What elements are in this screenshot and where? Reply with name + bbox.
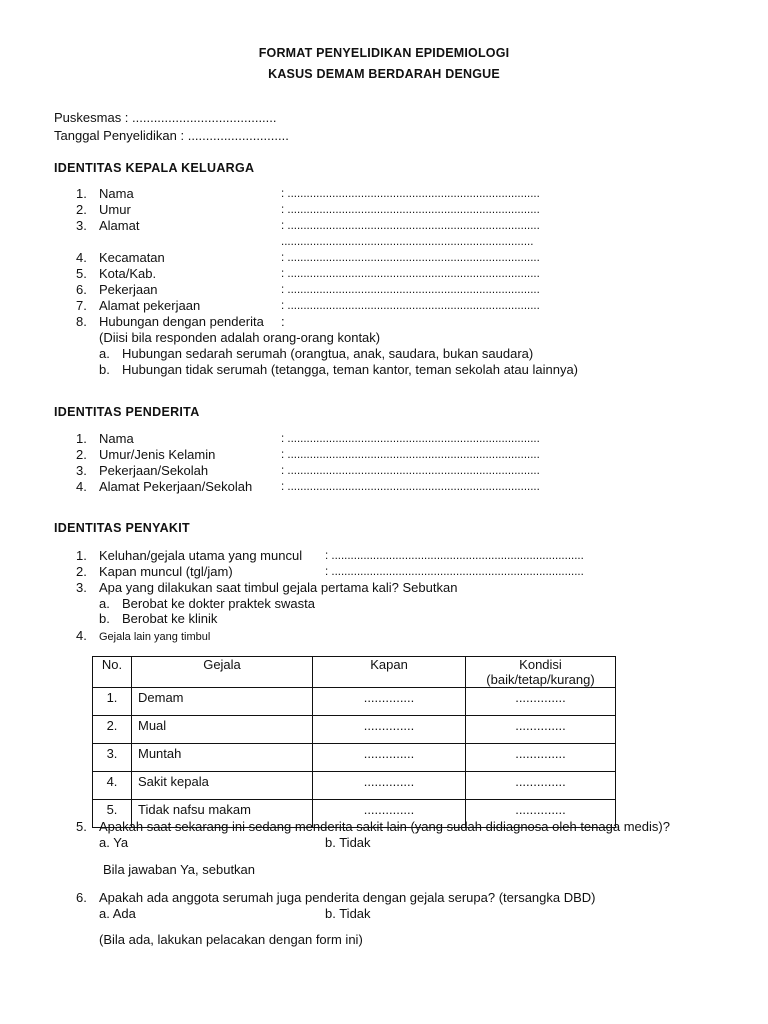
cell-kapan: .............. — [313, 800, 466, 828]
item-label: Umur — [99, 202, 131, 217]
option-letter: b. — [99, 362, 110, 377]
cell-kondisi: .............. — [466, 800, 616, 828]
item-label: Alamat pekerjaan — [99, 298, 201, 313]
cell-kondisi: .............. — [466, 716, 616, 744]
question-kapan-muncul: Kapan muncul (tgl/jam) — [99, 564, 233, 579]
question-tindakan: Apa yang dilakukan saat timbul gejala pertama kali? Sebutkan — [99, 580, 458, 595]
item-label: Nama — [99, 431, 134, 446]
item-number: 3. — [76, 580, 87, 595]
cell-kapan: .............. — [313, 772, 466, 800]
q6-note: (Bila ada, lakukan pelacakan dengan form ini) — [99, 932, 363, 947]
item-value: : ............................................................................... — [281, 188, 540, 200]
option-b: Berobat ke klinik — [122, 611, 218, 626]
section-heading-kepala: IDENTITAS KEPALA KELUARGA — [54, 161, 255, 175]
item-label: Alamat Pekerjaan/Sekolah — [99, 479, 253, 494]
item-value: : ............................................................................... — [325, 566, 584, 578]
item-label: Umur/Jenis Kelamin — [99, 447, 216, 462]
item-value: : ............................................................................... — [325, 550, 584, 562]
cell-kondisi: .............. — [466, 688, 616, 716]
item-value: : ............................................................................... — [281, 252, 540, 264]
option-b: Hubungan tidak serumah (tetangga, teman kantor, teman sekolah atau lainnya) — [122, 362, 579, 377]
cell-no: 2. — [93, 716, 132, 744]
option-letter: a. — [99, 346, 110, 361]
cell-gejala: Tidak nafsu makam — [132, 800, 313, 828]
item-label: Kota/Kab. — [99, 266, 157, 281]
form-title-line1: FORMAT PENYELIDIKAN EPIDEMIOLOGI — [258, 46, 510, 60]
question-anggota-serumah: Apakah ada anggota serumah juga penderita dengan gejala serupa? (tersangka DBD) — [99, 890, 596, 905]
cell-gejala: Sakit kepala — [132, 772, 313, 800]
item-value: : ............................................................................... — [281, 284, 540, 296]
table-row — [93, 772, 616, 800]
item-number: 3. — [76, 218, 87, 233]
item-label: Alamat — [99, 218, 140, 233]
item-number: 5. — [76, 819, 87, 834]
option-a: Berobat ke dokter praktek swasta — [122, 596, 315, 611]
item-number: 1. — [76, 186, 87, 201]
table-row — [93, 688, 616, 716]
option-tidak: b. Tidak — [325, 906, 371, 921]
item-value-continuation: ............................................................................... — [281, 236, 534, 248]
item-number: 1. — [76, 431, 87, 446]
item-number: 4. — [76, 250, 87, 265]
option-letter: b. — [99, 611, 110, 626]
item-value: : ............................................................................... — [281, 220, 540, 232]
item-number: 2. — [76, 202, 87, 217]
option-tidak: b. Tidak — [325, 835, 371, 850]
item-number: 4. — [76, 628, 87, 643]
item-number: 2. — [76, 564, 87, 579]
cell-gejala: Demam — [132, 688, 313, 716]
item-label: Kecamatan — [99, 250, 165, 265]
item-number: 7. — [76, 298, 87, 313]
kepala-note: (Diisi bila responden adalah orang-orang kontak) — [99, 330, 381, 345]
item-label: Nama — [99, 186, 134, 201]
question-gejala-lain: Gejala lain yang timbul — [99, 631, 211, 643]
column-header: No. — [93, 657, 132, 688]
item-number: 5. — [76, 266, 87, 281]
item-number: 1. — [76, 548, 87, 563]
cell-gejala: Mual — [132, 716, 313, 744]
option-a: Hubungan sedarah serumah (orangtua, anak, saudara, bukan saudara) — [122, 346, 534, 361]
item-number: 6. — [76, 282, 87, 297]
cell-no: 4. — [93, 772, 132, 800]
cell-gejala: Muntah — [132, 744, 313, 772]
gejala-table — [92, 656, 616, 828]
table-row — [93, 744, 616, 772]
item-value: : ............................................................................... — [281, 481, 540, 493]
form-title-line2: KASUS DEMAM BERDARAH DENGUE — [268, 67, 500, 81]
column-header: Kondisi (baik/tetap/kurang) — [466, 657, 616, 688]
item-value: : — [281, 314, 285, 329]
item-label: Hubungan dengan penderita — [99, 314, 264, 329]
section-heading-penyakit: IDENTITAS PENYAKIT — [54, 521, 190, 535]
cell-kapan: .............. — [313, 688, 466, 716]
column-header: Gejala — [132, 657, 313, 688]
item-value: : ............................................................................... — [281, 268, 540, 280]
item-label: Pekerjaan — [99, 282, 158, 297]
cell-no: 1. — [93, 688, 132, 716]
section-heading-penderita: IDENTITAS PENDERITA — [54, 405, 200, 419]
question-sakit-lain: Apakah saat sekarang ini sedang menderita sakit lain (yang sudah didiagnosa oleh tenaga medis)? — [99, 819, 670, 834]
cell-kapan: .............. — [313, 744, 466, 772]
cell-kondisi: .............. — [466, 772, 616, 800]
cell-no: 3. — [93, 744, 132, 772]
item-value: : ............................................................................... — [281, 204, 540, 216]
tanggal-field: Tanggal Penyelidikan : ............................ — [54, 128, 289, 143]
option-letter: a. — [99, 596, 110, 611]
option-ada: a. Ada — [99, 906, 136, 921]
item-number: 6. — [76, 890, 87, 905]
item-number: 3. — [76, 463, 87, 478]
column-header: Kapan — [313, 657, 466, 688]
item-value: : ............................................................................... — [281, 433, 540, 445]
item-value: : ............................................................................... — [281, 300, 540, 312]
option-ya: a. Ya — [99, 835, 129, 850]
item-number: 2. — [76, 447, 87, 462]
cell-kapan: .............. — [313, 716, 466, 744]
item-value: : ............................................................................... — [281, 449, 540, 461]
table-row — [93, 716, 616, 744]
item-number: 4. — [76, 479, 87, 494]
item-label: Pekerjaan/Sekolah — [99, 463, 209, 478]
q5-note: Bila jawaban Ya, sebutkan — [103, 862, 256, 877]
puskesmas-field: Puskesmas : ........................................ — [54, 110, 277, 125]
item-number: 8. — [76, 314, 87, 329]
cell-no: 5. — [93, 800, 132, 828]
table-header-row — [93, 657, 616, 688]
question-keluhan: Keluhan/gejala utama yang muncul — [99, 548, 303, 563]
item-value: : ............................................................................... — [281, 465, 540, 477]
cell-kondisi: .............. — [466, 744, 616, 772]
